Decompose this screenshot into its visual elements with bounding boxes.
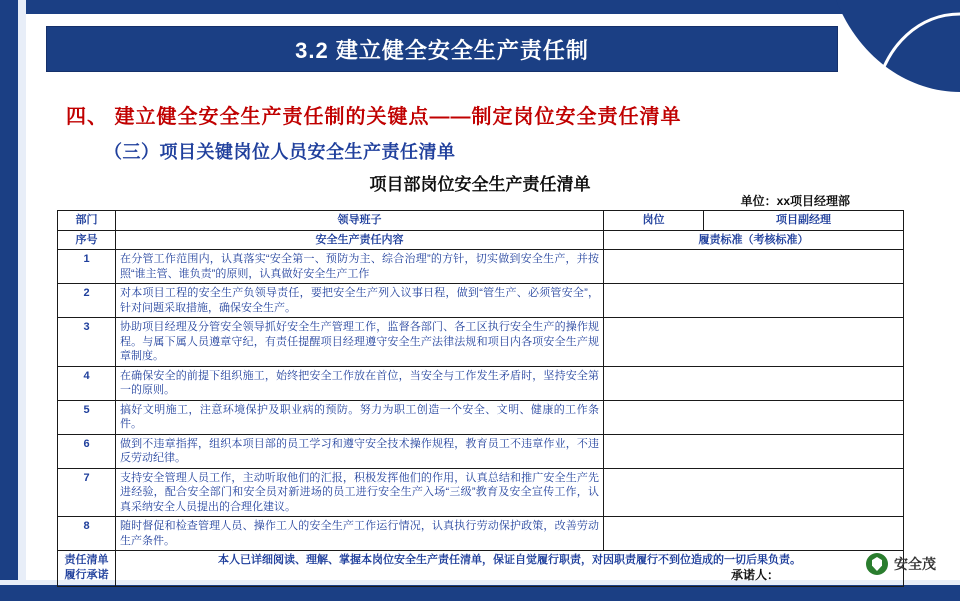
promise-label <box>58 551 116 586</box>
row-index: 4 <box>58 366 116 400</box>
row-standard <box>604 318 904 367</box>
responsibility-table-wrapper <box>57 210 903 587</box>
row-standard <box>604 517 904 551</box>
watermark-label: 安全茂 <box>894 556 936 572</box>
left-border-inner <box>18 0 26 601</box>
row-index: 2 <box>58 284 116 318</box>
promise-row <box>58 551 904 586</box>
header-leadership: 领导班子 <box>116 211 604 231</box>
row-index: 3 <box>58 318 116 367</box>
promise-label-line1: 责任清单 <box>64 554 109 567</box>
row-index: 8 <box>58 517 116 551</box>
table-row <box>58 468 904 517</box>
row-standard <box>604 434 904 468</box>
table-row <box>58 517 904 551</box>
row-content: 搞好文明施工，注意环境保护及职业病的预防。努力为职工创造一个安全、文明、健康的工作条件。 <box>116 400 604 434</box>
header-performance-standard: 履责标准（考核标准） <box>604 230 904 250</box>
slide-title-bar <box>46 26 838 72</box>
row-content: 做到不违章指挥，组织本项目部的员工学习和遵守安全技术操作规程，教育员工不违章作业，不违反劳动纪律。 <box>116 434 604 468</box>
section-heading-blue: （三）项目关键岗位人员安全生产责任清单 <box>104 142 456 162</box>
table-row <box>58 434 904 468</box>
table-header-row-2 <box>58 230 904 250</box>
row-standard <box>604 400 904 434</box>
table-header-row-1 <box>58 211 904 231</box>
promise-text: 本人已详细阅读、理解、掌握本岗位安全生产责任清单，保证自觉履行职责，对因职责履行不到位造成的一切后果负责。 <box>218 554 801 567</box>
table-row <box>58 284 904 318</box>
row-content: 支持安全管理人员工作，主动听取他们的汇报，积极发挥他们的作用，认真总结和推广安全生产先进经验，配合安全部门和安全员对新进场的员工进行安全生产入场“三级”教育及安全宣传工作，认真采纳安全人员提出的合理化建议。 <box>116 468 604 517</box>
row-content: 在确保安全的前提下组织施工，始终把安全工作放在首位，当安全与工作发生矛盾时，坚持安全第一的原则。 <box>116 366 604 400</box>
page-title: 3.2 建立健全安全生产责任制 <box>295 37 589 63</box>
bottom-border <box>0 585 960 601</box>
responsibility-table <box>57 210 904 587</box>
row-standard <box>604 468 904 517</box>
shield-icon <box>866 553 888 575</box>
promise-label-line2: 履行承诺 <box>64 568 109 581</box>
row-standard <box>604 366 904 400</box>
row-standard <box>604 250 904 284</box>
table-row <box>58 366 904 400</box>
row-content: 对本项目工程的安全生产负领导责任，要把安全生产列入议事日程，做到“管生产、必须管安全”，针对问题采取措施，确保安全生产。 <box>116 284 604 318</box>
row-standard <box>604 284 904 318</box>
table-row <box>58 318 904 367</box>
header-department: 部门 <box>58 211 116 231</box>
row-index: 7 <box>58 468 116 517</box>
table-row <box>58 400 904 434</box>
unit-label: 单位：xx项目经理部 <box>740 194 850 208</box>
header-responsibility-content: 安全生产责任内容 <box>116 230 604 250</box>
document-title: 项目部岗位安全生产责任清单 <box>369 175 591 194</box>
promise-signature-label: 承诺人： <box>730 567 779 582</box>
row-content: 随时督促和检查管理人员、操作工人的安全生产工作运行情况，认真执行劳动保护政策，改善劳动生产条件。 <box>116 517 604 551</box>
header-post: 岗位 <box>604 211 704 231</box>
header-deputy-manager: 项目副经理 <box>704 211 904 231</box>
promise-text-cell <box>116 551 904 586</box>
row-content: 协助项目经理及分管安全领导抓好安全生产管理工作，监督各部门、各工区执行安全生产的操作规程。与属下属人员遵章守纪，有责任提醒项目经理遵守安全生产法律法规和项目内各项安全生产规章制度。 <box>116 318 604 367</box>
row-index: 5 <box>58 400 116 434</box>
row-index: 1 <box>58 250 116 284</box>
table-row <box>58 250 904 284</box>
row-index: 6 <box>58 434 116 468</box>
header-index: 序号 <box>58 230 116 250</box>
row-content: 在分管工作范围内，认真落实“安全第一、预防为主、综合治理”的方针，切实做到安全生产，并按照“谁主管、谁负责”的原则，认真做好安全生产工作 <box>116 250 604 284</box>
watermark <box>866 553 936 575</box>
section-heading-red: 四、 建立健全安全生产责任制的关键点——制定岗位安全责任清单 <box>66 106 682 128</box>
